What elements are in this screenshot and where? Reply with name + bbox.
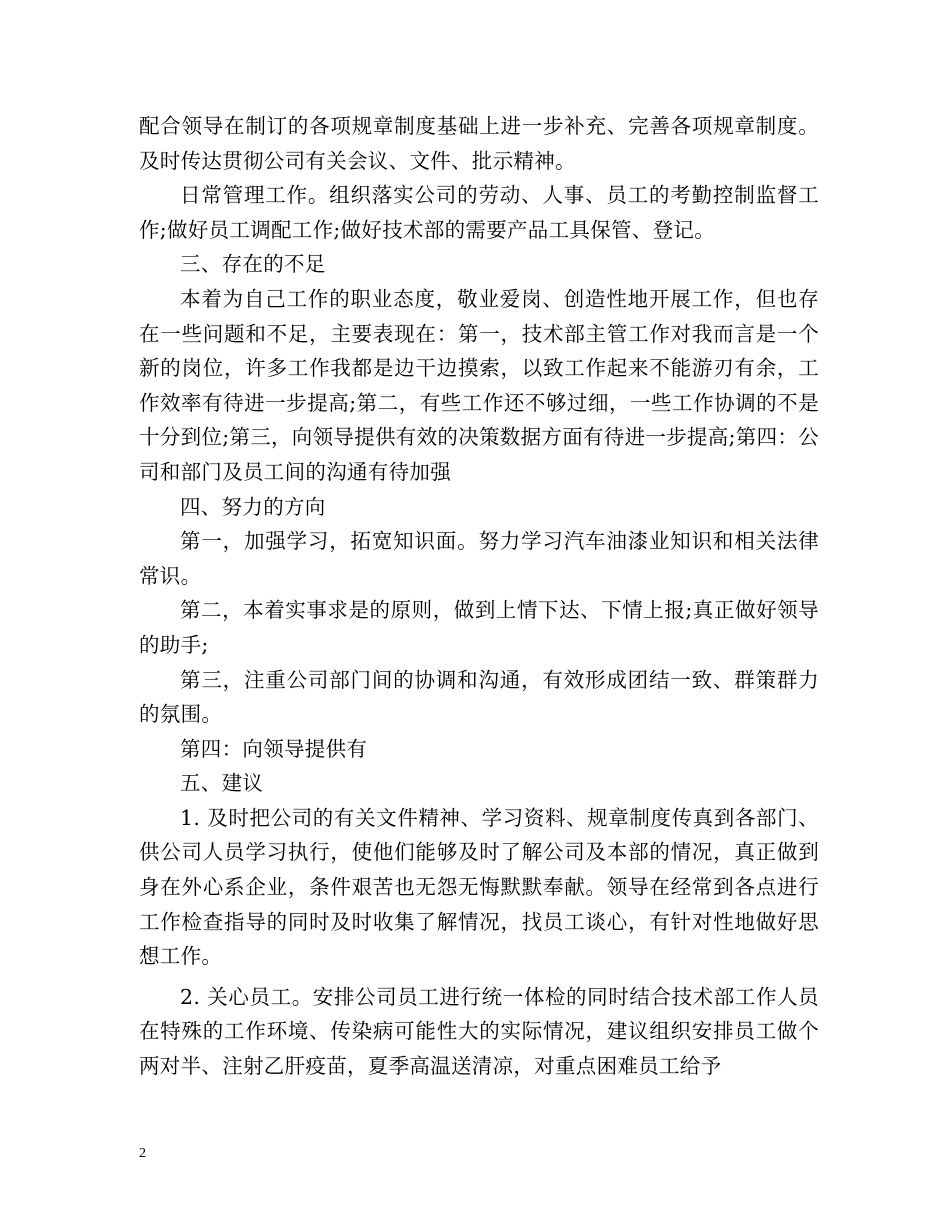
page-number: 2 (139, 1146, 146, 1161)
paragraph-direction-fourth: 第四：向领导提供有 (180, 736, 368, 761)
paragraph-continued: 配合领导在制订的各项规章制度基础上进一步补充、完善各项规章制度。及时传达贯彻公司有关会议、文件、批示精神。 (139, 114, 819, 173)
paragraph-suggestion-2: 2. 关心员工。安排公司员工进行统一体检的同时结合技术部工作人员在特殊的工作环境、传染病可能性大的实际情况，建议组织安排员工做个两对半、注射乙肝疫苗，夏季高温送清凉，对重点困难员工给予 (139, 984, 819, 1079)
paragraph-daily-management: 日常管理工作。组织落实公司的劳动、人事、员工的考勤控制监督工作;做好员工调配工作;做好技术部的需要产品工具保管、登记。 (139, 183, 819, 242)
section-heading-suggestions: 五、建议 (180, 771, 264, 796)
paragraph-suggestion-1: 1. 及时把公司的有关文件精神、学习资料、规章制度传真到各部门、供公司人员学习执行，使他们能够及时了解公司及本部的情况，真正做到身在外心系企业，条件艰苦也无怨无悔默默奉献。领导在经常到各点进行工作检查指导的同时及时收集了解情况，找员工谈心，有针对性地做好思想工作。 (139, 805, 819, 969)
paragraph-direction-second: 第二，本着实事求是的原则，做到上情下达、下情上报;真正做好领导的助手; (139, 598, 819, 657)
document-body (139, 109, 819, 1084)
paragraph-direction-third: 第三，注重公司部门间的协调和沟通，有效形成团结一致、群策群力的氛围。 (139, 667, 819, 727)
section-heading-direction: 四、努力的方向 (180, 494, 326, 519)
paragraph-direction-first: 第一，加强学习，拓宽知识面。努力学习汽车油漆业知识和相关法律常识。 (139, 529, 819, 588)
paragraph-shortcomings: 本着为自己工作的职业态度，敬业爱岗、创造性地开展工作，但也存在一些问题和不足，主要表现在：第一，技术部主管工作对我而言是一个新的岗位，许多工作我都是边干边摸索，以致工作起来不能游刃有余，工作效率有待进一步提高;第二，有些工作还不够过细，一些工作协调的不是十分到位;第三，向领导提供有效的决策数据方面有待进一步提高;第四：公司和部门及员工间的沟通有待加强 (139, 286, 820, 484)
section-heading-shortcomings: 三、存在的不足 (180, 252, 326, 277)
